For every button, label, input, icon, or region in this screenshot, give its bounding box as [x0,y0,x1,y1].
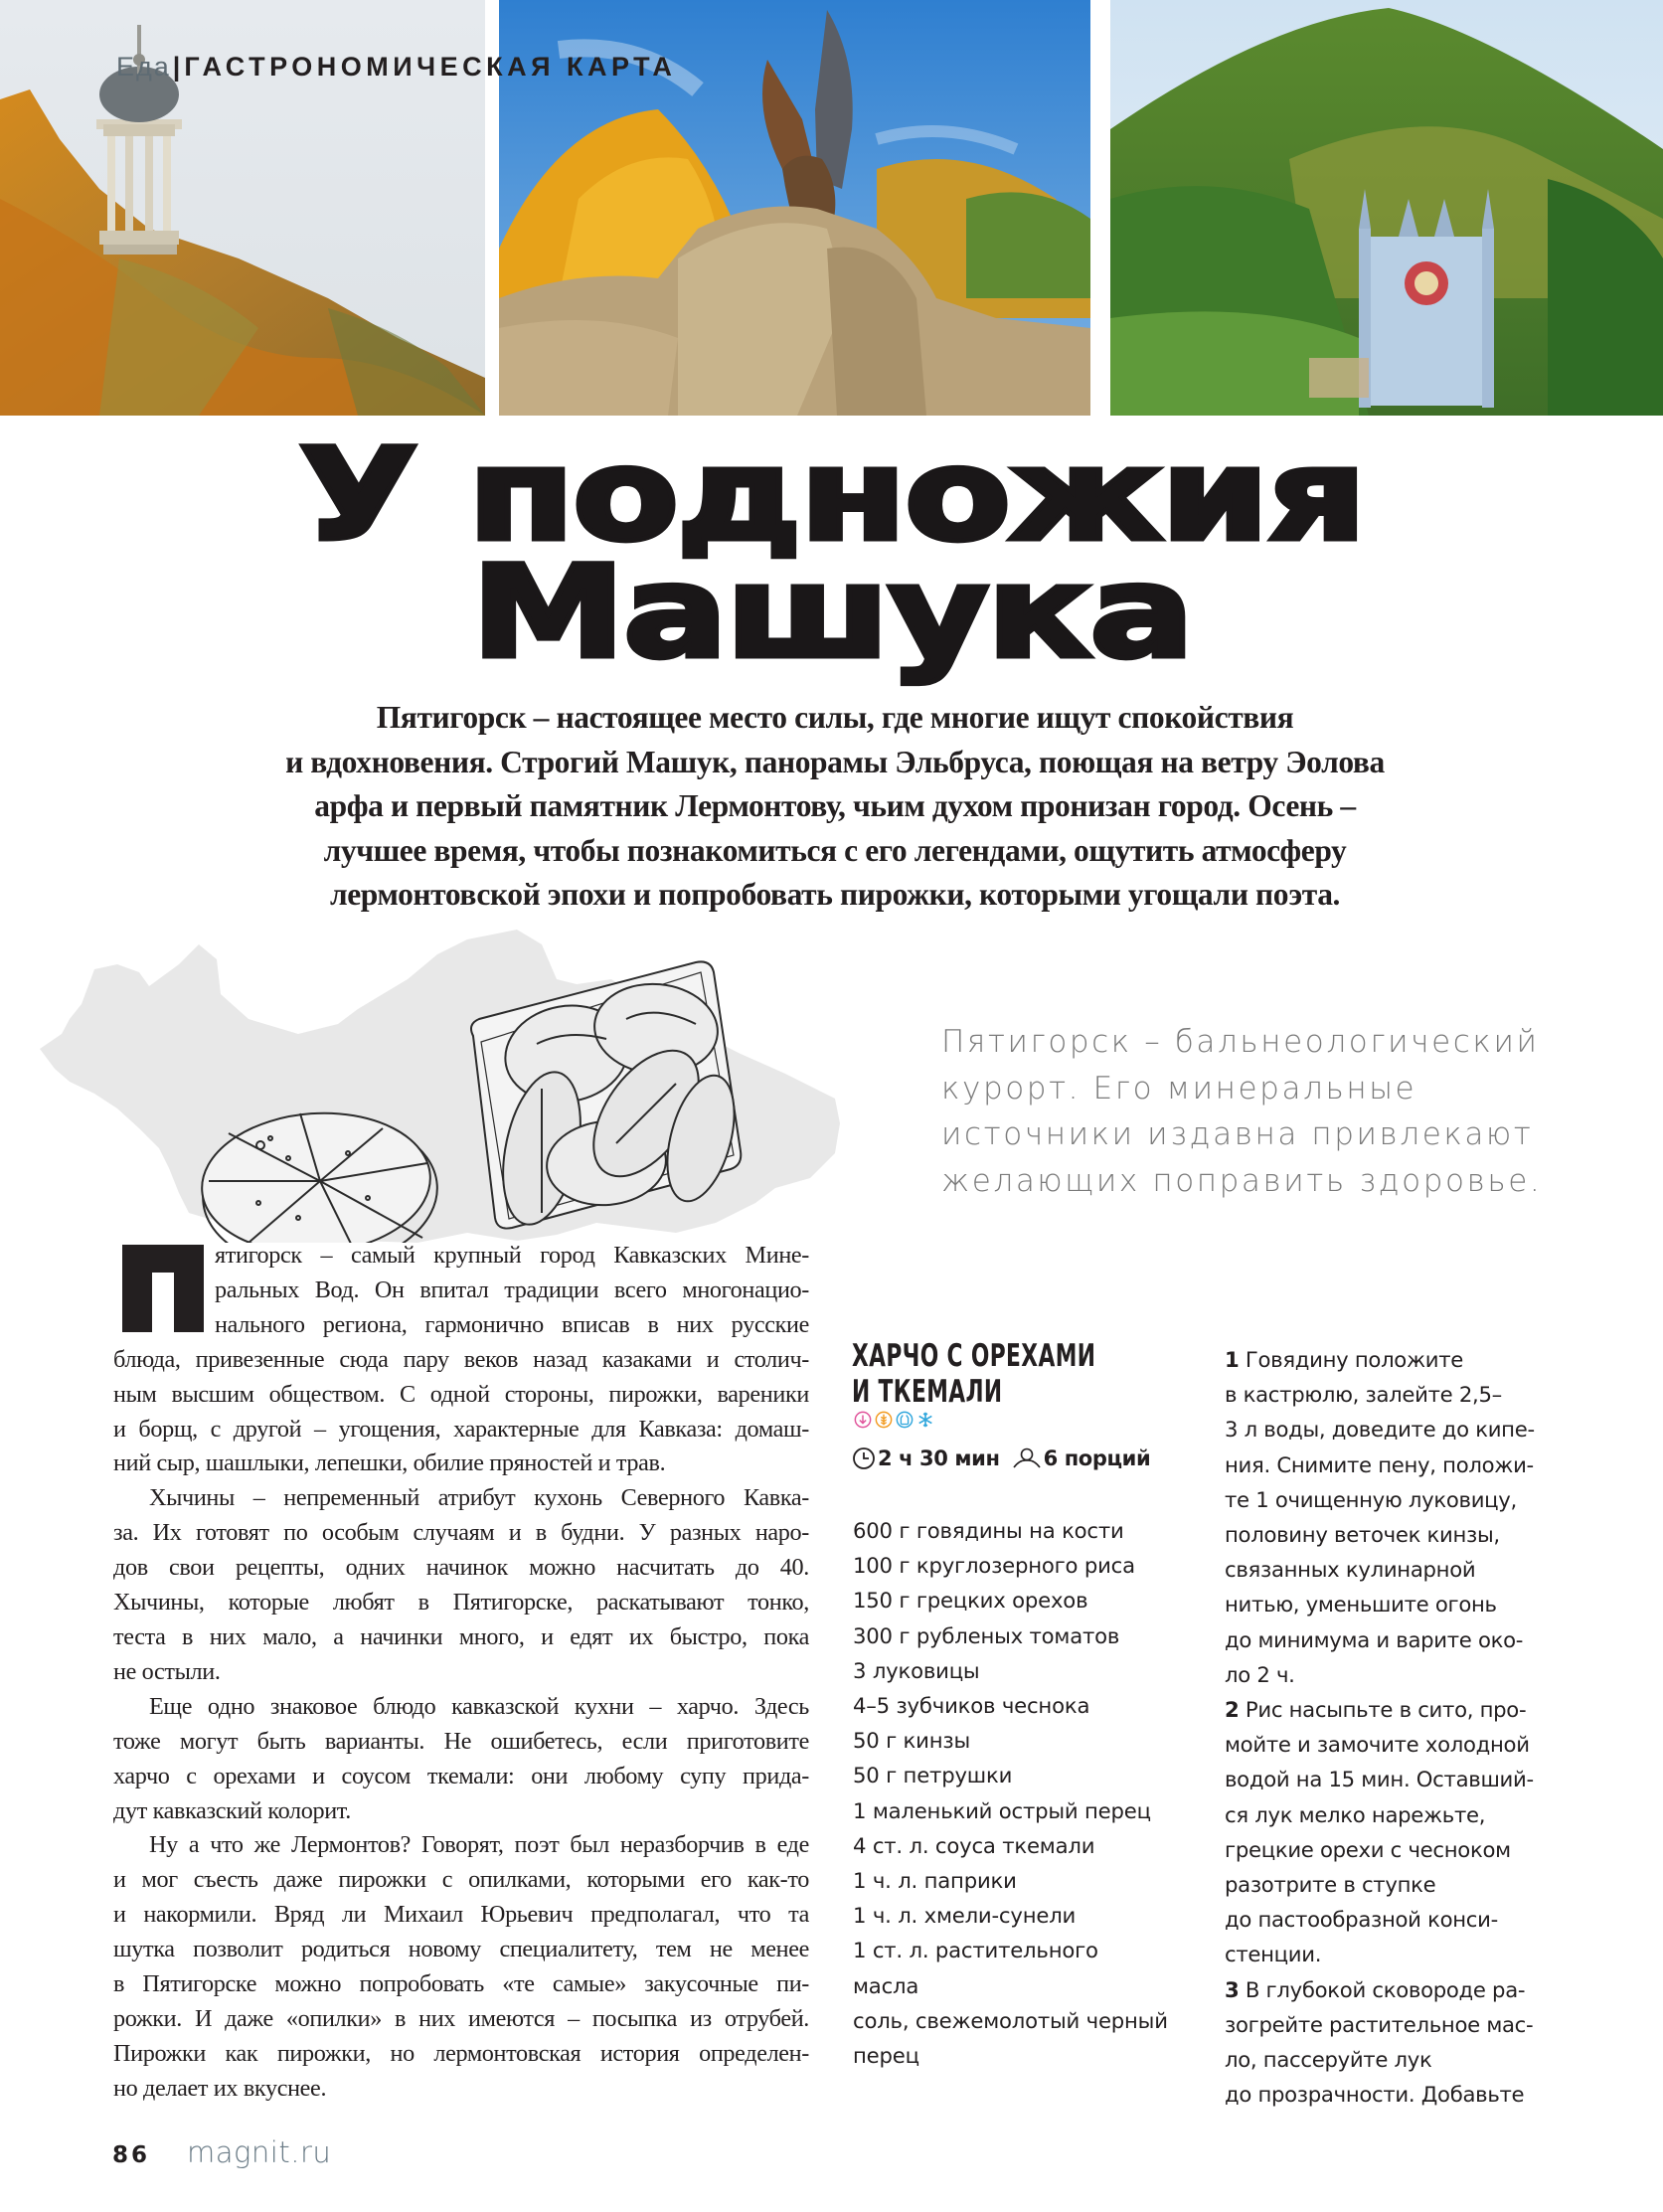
article-line: за. Их готовят по особым случаям и в будни. У разных наро- [113,1519,809,1547]
ingredient-item: 300 г рубленых томатов [853,1622,1120,1648]
step-line: ся лук мелко нарежьте, [1225,1801,1486,1827]
article-line: в Пятигорске можно попробовать «те самые» закусочные пи- [113,1970,809,1998]
ingredient-item: перец [853,2043,919,2069]
step-line: в кастрюлю, залейте 2,5– [1225,1382,1502,1408]
article-line: и накормили. Вряд ли Михаил Юрьевич предполагал, что та [113,1901,809,1929]
topic-label: ГАСТРОНОМИЧЕСКАЯ КАРТА [184,52,677,82]
step-line: 3 л воды, доведите до кипе- [1225,1417,1535,1443]
article-line: блюда, привезенные сюда пару веков назад казаками и столич- [113,1345,809,1373]
ingredient-item: 150 г грецких орехов [853,1588,1088,1614]
step-line: до минимума и варите око- [1225,1626,1524,1652]
ingredient-item: 1 ч. л. паприки [853,1868,1017,1894]
low-fat-icon [854,1411,872,1429]
page-number: 86 [112,2142,151,2168]
recipe-step-3 [1225,1972,1563,2113]
article-line: и мог съесть даже пирожки с опилками, которыми его как-то [113,1866,809,1894]
step-line: те 1 очищенную луковицу, [1225,1486,1517,1512]
lead-line: Пятигорск – настоящее место силы, где многие ищут спокойствия [376,700,1294,735]
article-line: шутка позволит родиться новому специалитету, тем не менее [113,1936,809,1963]
step-line: зогрейте растительное мас- [1225,2011,1534,2037]
ingredient-item: 1 ст. л. растительного [853,1938,1098,1963]
article-line: ральных Вод. Он впитал традиции всего многонацио- [215,1276,809,1303]
article-body [113,1239,809,2107]
page-title [0,422,1663,687]
rubric-label: Еда [116,52,171,82]
ingredient-item: 1 ч. л. хмели-сунели [853,1903,1077,1929]
article-line: Хычины, которые любят в Пятигорске, раскатывают тонко, [113,1589,809,1616]
pull-quote-line: желающих поправить здоровье. [941,1162,1543,1199]
step-line: стенции. [1225,1942,1322,1967]
title-line-1: У подножия [298,422,1365,570]
article-line: дут кавказский колорит. [113,1796,351,1824]
recipe-steps [1225,1342,1563,2112]
step-line: ния. Снимите пену, положи- [1225,1451,1534,1477]
article-line: не остыли. [113,1657,221,1685]
lactose-free-icon [896,1411,914,1429]
cook-time: 2 ч 30 мин [878,1446,1000,1470]
article-line: Ну а что же Лермонтов? Говорят, поэт был неразборчив в еде [149,1831,809,1859]
step-line: связанных кулинарной [1225,1557,1476,1583]
article-line: Еще одно знаковое блюдо кавказской кухни – харчо. Здесь [149,1692,809,1720]
recipe-step-1 [1225,1342,1563,1692]
diet-icons [854,1411,934,1429]
article-line: дов свои рецепты, одних начинок можно насчитать до 40. [113,1554,809,1582]
gluten-free-icon [875,1411,893,1429]
photo-mashuk-gallery-image [1110,0,1663,416]
pull-quote [941,1019,1543,1204]
lead-paragraph [179,696,1491,918]
article-line: ятигорск – самый крупный город Кавказских Мине- [215,1242,809,1269]
step-line: Рис насыпьте в сито, про- [1245,1697,1527,1723]
article-line: ным высшим обществом. С одной стороны, пирожки, вареники [113,1380,809,1408]
step-line: ло, пассеруйте лук [1225,2047,1432,2073]
servings: 6 порций [1043,1446,1151,1470]
ingredient-item: соль, свежемолотый черный [853,2007,1168,2033]
recipe-title [852,1338,1095,1410]
lead-line: лермонтовской эпохи и попробовать пирожки, которыми угощали поэта. [329,877,1341,912]
step-line: до пастообразной конси- [1225,1907,1498,1933]
article-line: и борщ, с другой – угощения, характерные для Кавказа: домаш- [113,1415,809,1443]
step-number: 2 [1225,1697,1240,1723]
step-line: половину веточек кинзы, [1225,1522,1500,1548]
photo-mashuk-gallery [1110,0,1663,416]
ingredients-list [853,1513,1191,2073]
recipe-meta [852,1446,1150,1470]
article-line: рожки. И даже «опилки» в них имеются – посыпка из отрубей. [113,2004,809,2032]
step-line: ло 2 ч. [1225,1661,1295,1687]
ingredient-item: 50 г кинзы [853,1728,970,1754]
freezable-icon [916,1411,934,1429]
article-line: харчо с орехами и соусом ткемали: они любому супу прида- [113,1762,809,1789]
pull-quote-line: источники издавна привлекают [941,1116,1534,1152]
title-line-2: Машука [470,539,1193,687]
ingredient-item: 50 г петрушки [853,1763,1013,1788]
food-illustration [0,925,915,1243]
lead-line: арфа и первый памятник Лермонтову, чьим духом пронизан город. Осень – [314,788,1356,823]
article-line: Пирожки как пирожки, но лермонтовская история определен- [113,2039,809,2067]
ingredient-item: 4–5 зубчиков чеснока [853,1693,1090,1719]
ingredient-item: масла [853,1972,919,1998]
article-line: нального региона, гармонично вписав в них русские [215,1310,809,1338]
step-line: водой на 15 мин. Оставший- [1225,1767,1534,1792]
ingredient-item: 600 г говядины на кости [853,1518,1124,1543]
recipe-step-2 [1225,1692,1563,1972]
pull-quote-line: курорт. Его минеральные [941,1070,1417,1106]
recipe-title-line: И ТКЕМАЛИ [852,1374,1003,1410]
step-line: мойте и замочите холодной [1225,1732,1530,1758]
lead-line: лучшее время, чтобы познакомиться с его легендами, ощутить атмосферу [323,832,1347,868]
ingredient-item: 4 ст. л. соуса ткемали [853,1832,1095,1858]
pull-quote-line: Пятигорск – бальнеологический [941,1024,1540,1060]
recipe-title-line: ХАРЧО С ОРЕХАМИ [852,1338,1096,1374]
step-number: 3 [1225,1976,1240,2002]
section-header [116,52,676,82]
step-line: разотрите в ступке [1225,1872,1436,1898]
ingredient-item: 1 маленький острый перец [853,1797,1151,1823]
region-map-silhouette-with-pastries [0,925,915,1243]
article-line: но делает их вкуснее. [113,2074,327,2102]
article-line: теста в них мало, а начинки много, и едят их быстро, пока [113,1622,809,1650]
article-line: Хычины – непременный атрибут кухонь Северного Кавка- [149,1484,809,1512]
ingredient-item: 100 г круглозерного риса [853,1553,1135,1579]
step-line: Говядину положите [1245,1347,1464,1372]
site-url[interactable]: magnit.ru [187,2135,332,2169]
article-line: ний сыр, шашлыки, лепешки, обилие пряностей и трав. [113,1449,666,1477]
lead-line: и вдохновения. Строгий Машук, панорамы Эльбруса, поющая на ветру Эолова [285,744,1385,779]
step-line: до прозрачности. Добавьте [1225,2082,1525,2108]
article-line: тоже могут быть варианты. Не ошибетесь, если приготовите [113,1727,809,1755]
drop-cap [122,1245,204,1332]
header-separator: | [172,52,181,82]
step-number: 1 [1225,1347,1240,1372]
step-line: грецкие орехи с чесноком [1225,1836,1511,1862]
ingredient-item: 3 луковицы [853,1657,980,1683]
servings-person-icon [1012,1447,1042,1469]
step-line: В глубокой сковороде ра- [1245,1976,1526,2002]
clock-icon [852,1446,876,1470]
step-line: нитью, уменьшите огонь [1225,1592,1497,1617]
